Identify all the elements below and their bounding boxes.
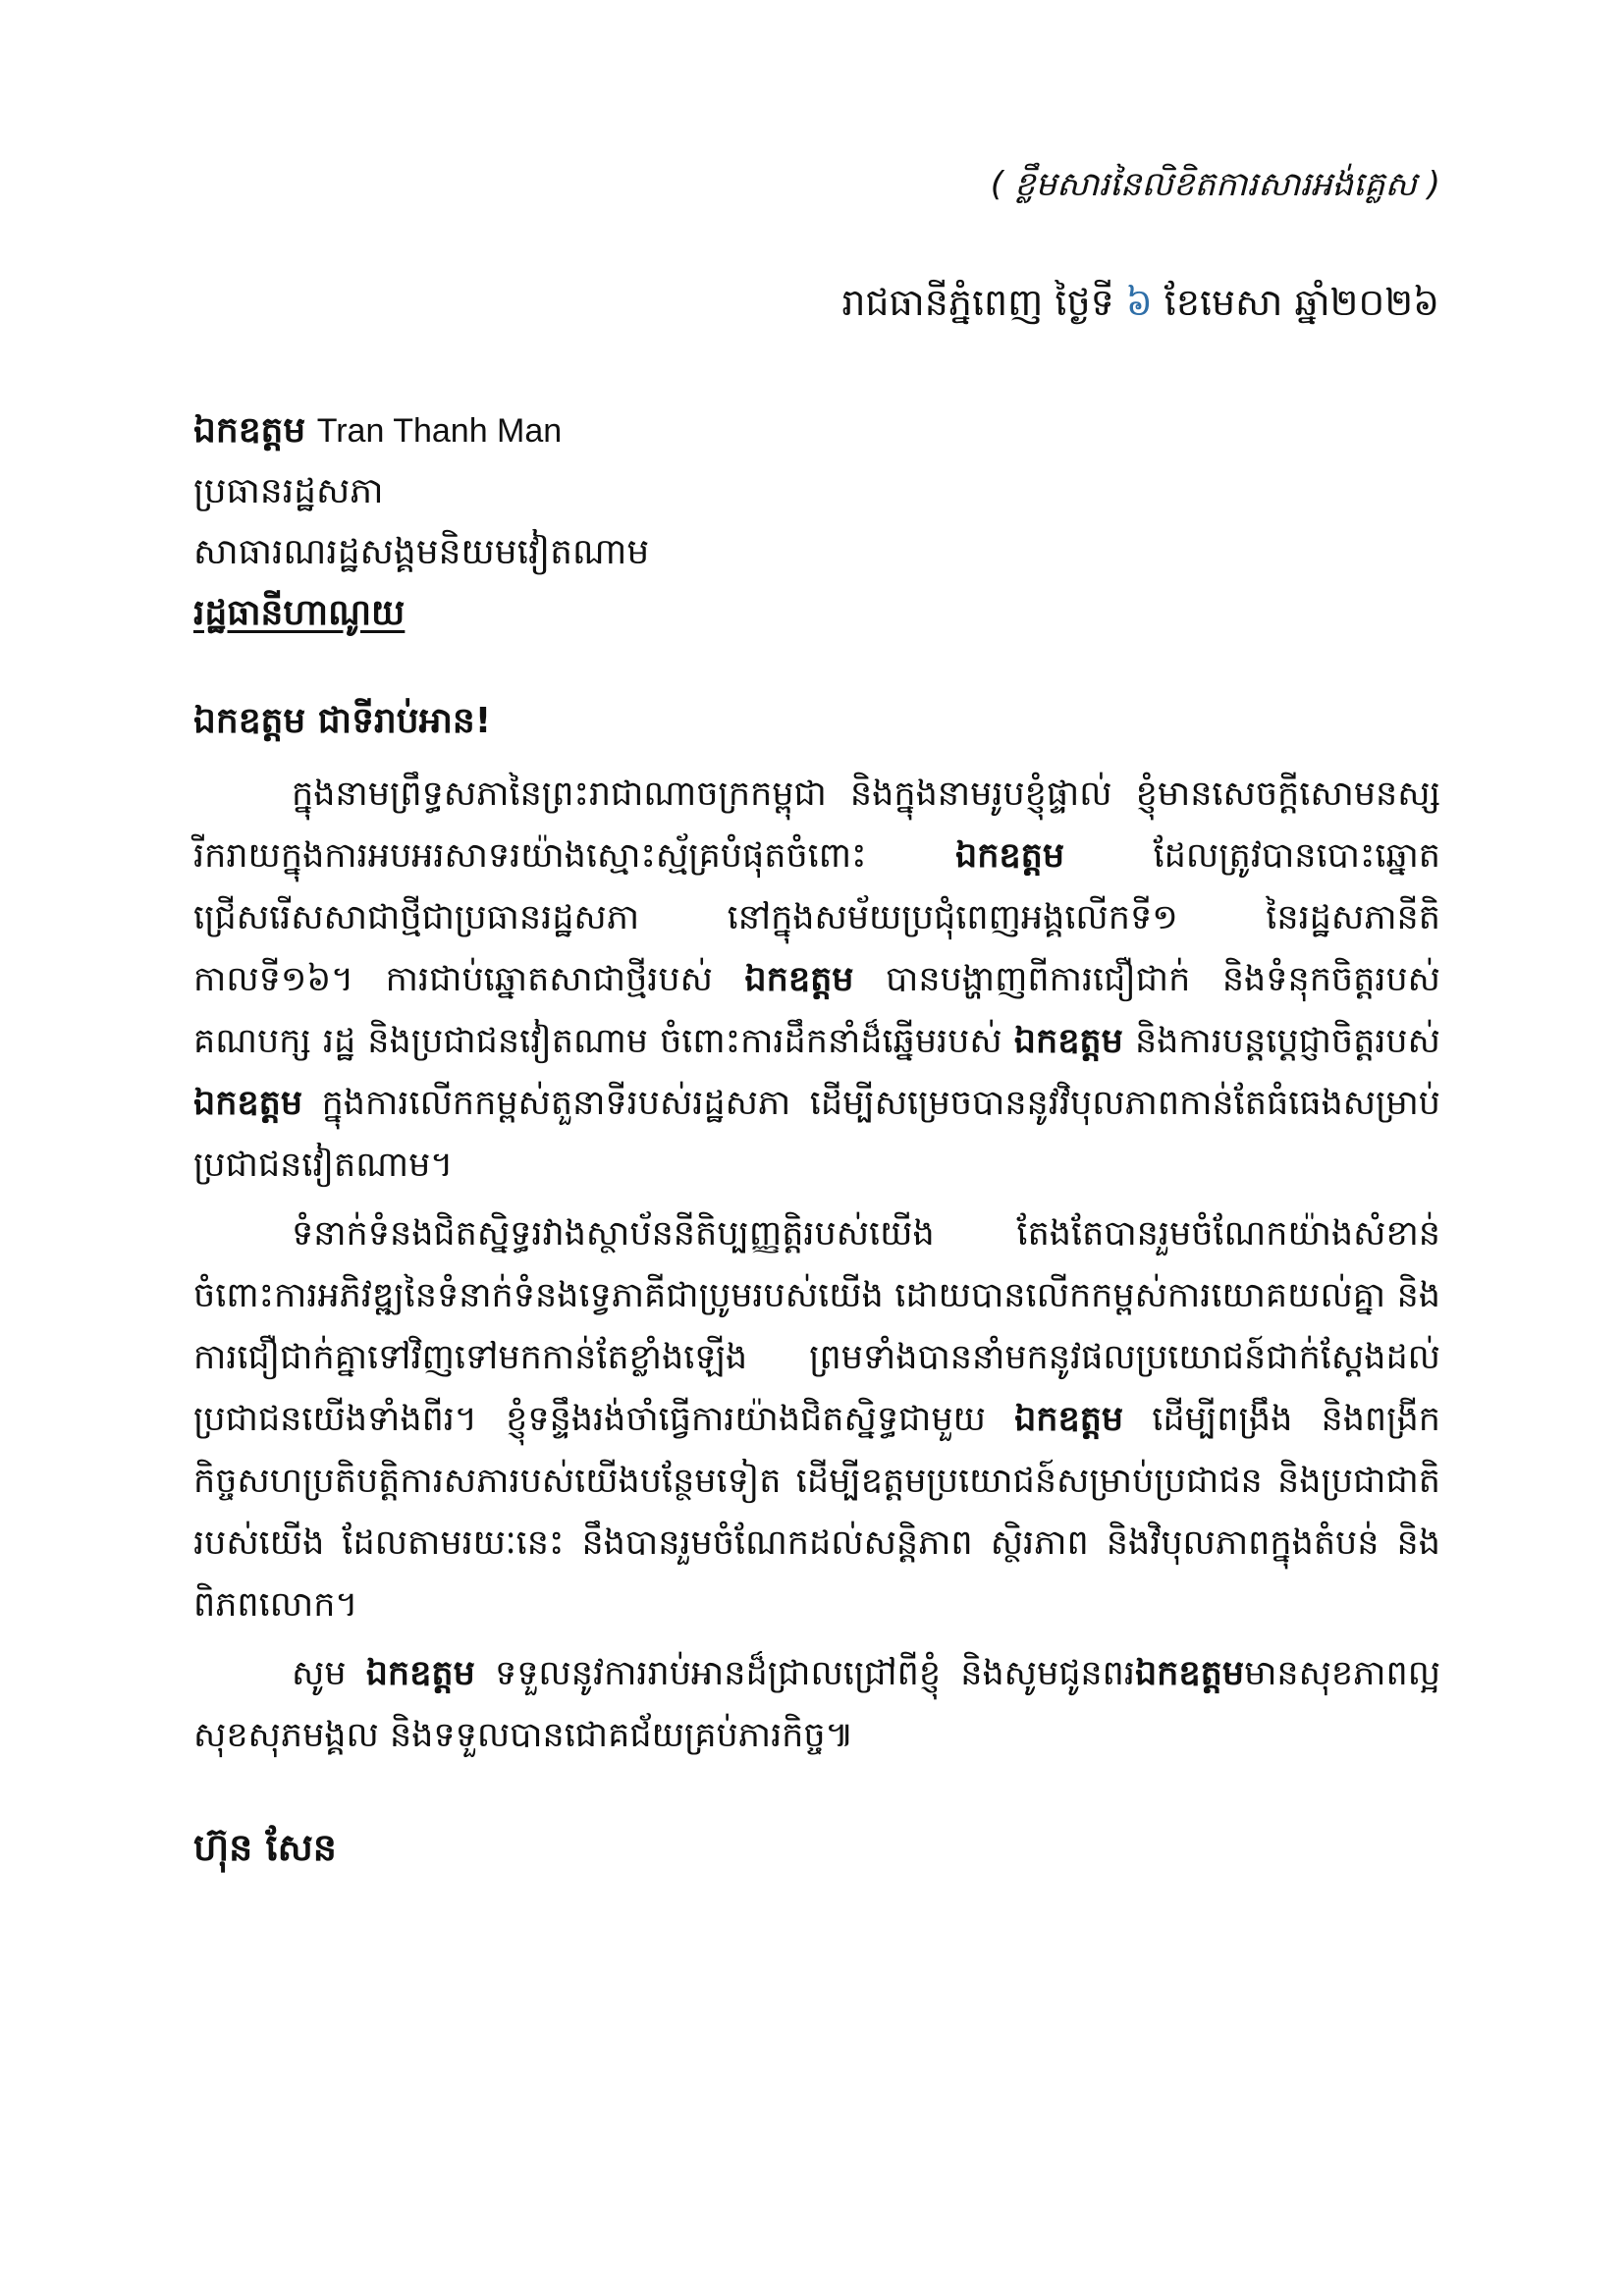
- paragraph-text: មានសុខភាពល្អ សុខសុភមង្គល និងទទួលបានជោគជ័យគ្រប់ភារកិច្ច៕: [193, 1654, 1441, 1755]
- addressee-name-line: [193, 400, 1372, 461]
- addressee-title: ប្រធានរដ្ឋសភា: [193, 471, 384, 511]
- body-paragraph: [193, 1203, 1440, 1636]
- honorific-inline: ឯកឧត្តម: [744, 960, 854, 999]
- honorific-inline: ឯកឧត្តម: [1013, 1022, 1123, 1061]
- paragraph-text: ទទួលនូវការរាប់អានដ៏ជ្រាលជ្រៅពីខ្ញុំ និងសូមជូនពរ: [474, 1654, 1135, 1693]
- honorific-inline: ឯកឧត្តម: [1014, 1400, 1124, 1439]
- addressee-name: Tran Thanh Man: [316, 412, 563, 450]
- dateline-month-year: ខែមេសា ឆ្នាំ២០២៦: [1152, 281, 1439, 324]
- honorific-inline: ឯកឧត្តម: [954, 836, 1065, 876]
- honorific-inline: ឯកឧត្តម: [365, 1654, 475, 1693]
- paragraph-text: ក្នុងនាមព្រឹទ្ធសភានៃព្រះរាជាណាចក្រកម្ពុជា និងក្នុងនាមរូបខ្ញុំផ្ទាល់ ខ្ញុំមានសេចក្តីសោមនស្សរីករាយក្នុងការអបអរសាទរយ៉ាងស្មោះស្ម័គ្របំផុតចំពោះ: [193, 774, 1440, 876]
- addressee-country: សាធារណរដ្ឋសង្គមនិយមវៀតណាម: [193, 532, 650, 572]
- paragraph-text: និងការបន្តប្តេជ្ញាចិត្តរបស់: [1122, 1022, 1440, 1061]
- addressee-city: រដ្ឋធានីហាណូយ: [193, 593, 406, 633]
- addressee-block: [193, 400, 1372, 644]
- paragraph-text: បានបង្ហាញពីការជឿជាក់ និងទំនុកចិត្តរបស់គណបក្ស រដ្ឋ និងប្រជាជនវៀតណាម ចំពោះការដឹកនាំដ៏ឆ្នើមរបស់: [193, 960, 1440, 1061]
- body-paragraph: [193, 1643, 1440, 1767]
- dateline-day: ៦: [1125, 281, 1153, 324]
- dateline-place: រាជធានីភ្នំពេញ ថ្ងៃទី: [841, 281, 1126, 324]
- paragraph-text: ទំនាក់ទំនងជិតស្និទ្ធរវាងស្ថាប័ននីតិប្បញ្ញត្តិរបស់យើង តែងតែបានរួមចំណែកយ៉ាងសំខាន់ចំពោះការអភិវឌ្ឍនៃទំនាក់ទំនងទ្វេភាគីជាប្រូមរបស់យើង ដោយបានលើកកម្ពស់ការយោគយល់គ្នា និងការជឿជាក់គ្នាទៅវិញទៅមកកាន់តែខ្លាំងឡើង ព្រមទាំងបាននាំមកនូវផលប្រយោជន៍ជាក់ស្តែងដល់ប្រជាជនយើងទាំងពីរ។ ខ្ញុំទន្ទឹងរង់ចាំធ្វើការយ៉ាងជិតស្និទ្ធជាមួយ: [193, 1214, 1440, 1439]
- signature-name: ហ៊ុន សែន: [193, 1826, 337, 1869]
- dateline: [841, 273, 1439, 332]
- translation-note: ( ខ្លឹមសារនៃលិខិតការសារអង់គ្លេស ): [990, 165, 1440, 204]
- letter-body: [193, 764, 1440, 1774]
- salutation: ឯកឧត្តម ជាទីរាប់អាន!: [193, 701, 492, 741]
- paragraph-text: សូម: [292, 1654, 366, 1693]
- honorific-inline: ឯកឧត្តម: [1134, 1654, 1245, 1693]
- paragraph-text: ដើម្បីពង្រឹង និងពង្រីកកិច្ចសហប្រតិបត្តិការសភារបស់យើងបន្ថែមទៀត ដើម្បីឧត្តមប្រយោជន៍សម្រាប់ប្រជាជន និងប្រជាជាតិរបស់យើង ដែលតាមរយៈនេះ នឹងបានរួមចំណែកដល់សន្តិភាព ស្ថិរភាព និងវិបុលភាពក្នុងតំបន់ និងពិភពលោក។: [193, 1400, 1440, 1625]
- paragraph-text: ដែលត្រូវបានបោះឆ្នោតជ្រើសរើសសាជាថ្មីជាប្រធានរដ្ឋសភា នៅក្នុងសម័យប្រជុំពេញអង្គលើកទី១ នៃរដ្ឋសភានីតិកាលទី១៦។ ការជាប់ឆ្នោតសាជាថ្មីរបស់: [193, 836, 1440, 999]
- body-paragraph: [193, 764, 1440, 1197]
- honorific-inline: ឯកឧត្តម: [193, 1084, 303, 1123]
- addressee-honorific: ឯកឧត្តម: [193, 410, 306, 451]
- paragraph-text: ក្នុងការលើកកម្ពស់តួនាទីរបស់រដ្ឋសភា ដើម្បីសម្រេចបាននូវវិបុលភាពកាន់តែធំធេងសម្រាប់ប្រជាជនវៀតណាម។: [193, 1084, 1440, 1185]
